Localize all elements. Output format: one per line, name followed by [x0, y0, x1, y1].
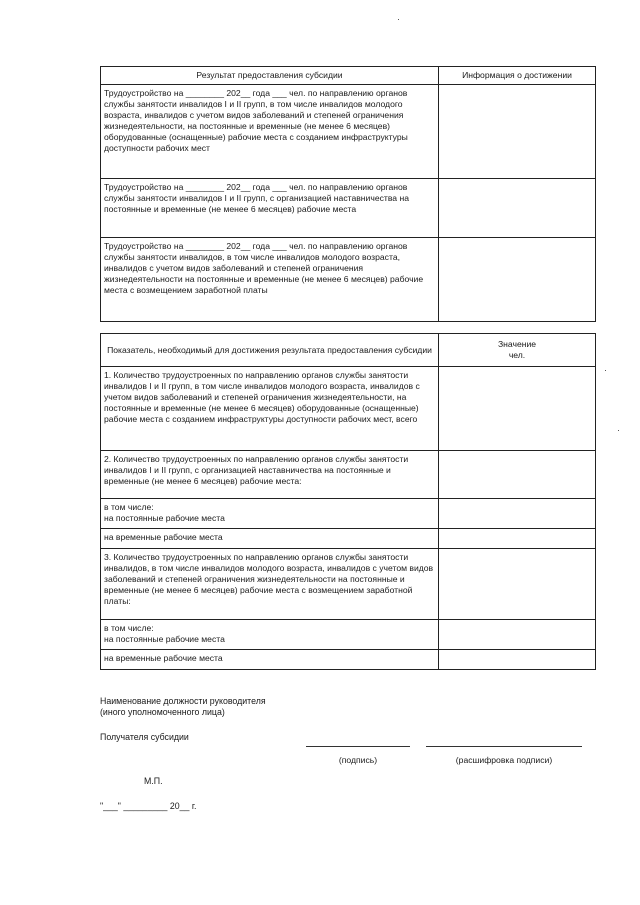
scan-speck: [618, 430, 619, 431]
indicator-value-2[interactable]: [439, 451, 596, 499]
indicator-row-3-temporary: на временные рабочие места: [101, 650, 439, 670]
position-line-2: (иного уполномоченного лица): [100, 707, 225, 717]
result-row-3: Трудоустройство на ________ 202__ года ___ чел. по направлению органов службы занятости инвалидов, в том числе инвалидов молодого возраста, инвалидов с учетом видов заболеваний и степеней ограничения жизнедеятельности на постоянные и временные (не менее 6 месяцев) рабочие места с возмещением заработной платы: [101, 238, 439, 322]
position-line-1: Наименование должности руководителя: [100, 696, 266, 706]
result-value-1[interactable]: [439, 85, 596, 179]
results-table: [100, 66, 596, 322]
indicators-header-left: Показатель, необходимый для достижения результата предоставления субсидии: [101, 334, 439, 367]
results-header-right: Информация о достижении: [439, 67, 596, 85]
recipient-label: Получателя субсидии: [100, 732, 189, 742]
result-value-2[interactable]: [439, 179, 596, 238]
indicator-row-3: 3. Количество трудоустроенных по направлению органов службы занятости инвалидов, в том числе инвалидов молодого возраста, инвалидов с учетом видов заболеваний и степеней ограничения жизнедеятельности на постоянные и временные (не менее 6 месяцев) рабочие места с возмещением заработной платы:: [101, 549, 439, 620]
indicator-row-2-permanent: в том числе: на постоянные рабочие места: [101, 499, 439, 529]
indicator-value-3-permanent[interactable]: [439, 620, 596, 650]
indicator-row-2-temporary: на временные рабочие места: [101, 529, 439, 549]
scan-speck: [398, 19, 399, 20]
signature-line[interactable]: [306, 746, 410, 747]
signature-caption: (подпись): [338, 755, 378, 765]
position-label: [100, 696, 266, 718]
indicator-value-2-permanent[interactable]: [439, 499, 596, 529]
signature-decode-line[interactable]: [426, 746, 582, 747]
result-value-3[interactable]: [439, 238, 596, 322]
results-header-left: Результат предоставления субсидии: [101, 67, 439, 85]
signature-decode-caption: (расшифровка подписи): [455, 755, 553, 765]
indicator-value-2-temporary[interactable]: [439, 529, 596, 549]
indicator-value-3-temporary[interactable]: [439, 650, 596, 670]
scan-speck: [605, 370, 606, 371]
indicator-row-1: 1. Количество трудоустроенных по направлению органов службы занятости инвалидов I и II групп, в том числе инвалидов молодого возраста, инвалидов с учетом видов заболеваний и степеней ограничения жизнедеятельности, на постоянные и временные (не менее 6 месяцев) оборудованные (оснащенные) рабочие места с созданием инфраструктуры доступности рабочих мест, всего: [101, 367, 439, 451]
date-field[interactable]: "___" _________ 20__ г.: [100, 801, 197, 811]
stamp-label: М.П.: [144, 776, 163, 786]
value-header: Значение: [497, 339, 537, 349]
result-row-1: Трудоустройство на ________ 202__ года ___ чел. по направлению органов службы занятости инвалидов I и II групп, в том числе инвалидов молодого возраста, инвалидов с учетом видов заболеваний и степеней ограничения жизнедеятельности, на постоянные и временные (не менее 6 месяцев) оборудованные (оснащенные) рабочие места с созданием инфраструктуры доступности рабочих мест: [101, 85, 439, 179]
result-row-2: Трудоустройство на ________ 202__ года ___ чел. по направлению органов службы занятости инвалидов I и II групп, с организацией наставничества на постоянные и временные (не менее 6 месяцев) рабочие места: [101, 179, 439, 238]
unit-header: чел.: [508, 350, 526, 360]
indicator-row-3-permanent: в том числе: на постоянные рабочие места: [101, 620, 439, 650]
indicators-header-right: [439, 334, 596, 367]
indicator-value-3[interactable]: [439, 549, 596, 620]
indicator-value-1[interactable]: [439, 367, 596, 451]
indicators-table: [100, 333, 596, 670]
indicator-row-2: 2. Количество трудоустроенных по направлению органов службы занятости инвалидов I и II групп, с организацией наставничества на постоянные и временные (не менее 6 месяцев) рабочие места:: [101, 451, 439, 499]
